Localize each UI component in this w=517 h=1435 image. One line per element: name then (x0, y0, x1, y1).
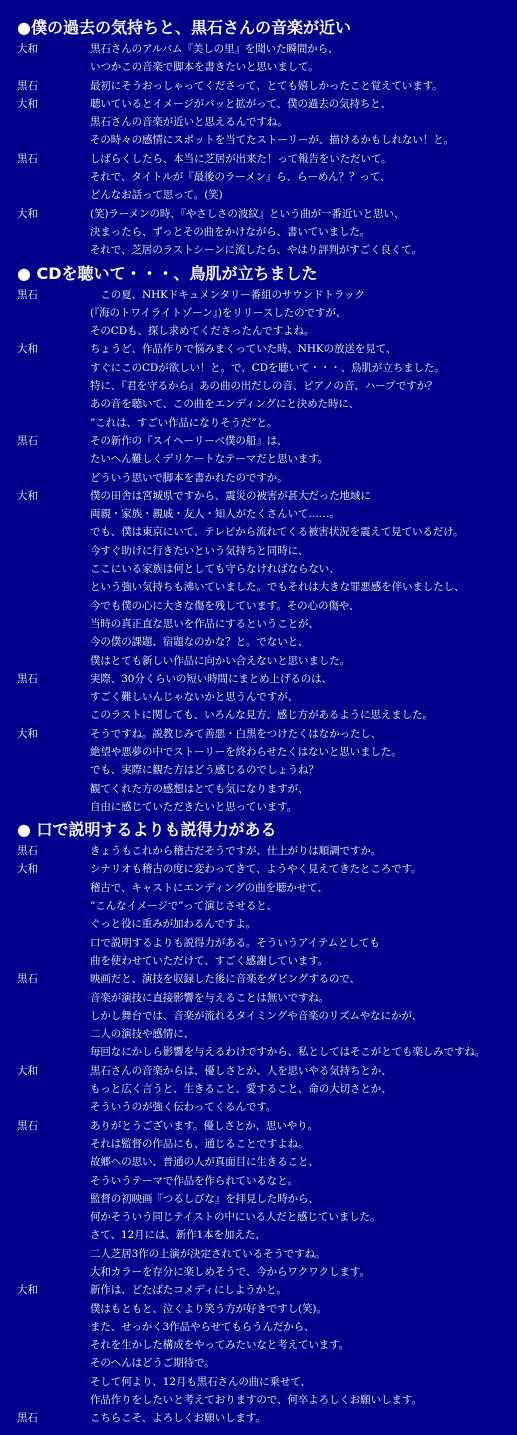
speech-line: 黒石さんの音楽が近いと思えるんですね。 (90, 116, 288, 129)
speech-line: (笑)ラーメンの時、『やさしさの波紋』という曲が一番近いと思い、 (90, 207, 405, 220)
speech-line: そのへんはどうご期待で。 (90, 1357, 215, 1370)
speech-line: 両親・家族・親戚・友人・知人がたくさんいて……。 (90, 508, 340, 521)
dialogue-entry (17, 970, 517, 1061)
speech-line: でも、僕は東京にいて、テレビから流れてくる被害状況を震えて見ているだけ。 (90, 526, 464, 539)
speech-line: 僕はもともと、泣くより笑う方が好きですし(笑)。 (90, 1302, 327, 1315)
speech-line: シナリオも稽古の度に変わってきて、ようやく見えてきたところです。 (90, 863, 422, 876)
speech-line: 聴いているとイメージがパッと拡がって、僕の過去の気持ちと、 (90, 97, 392, 110)
speech-line: ありがとうございます。優しさとか、思いやり。 (90, 1119, 318, 1132)
speech-line: 黒石さんの音楽からは、優しさとか、人を思いやる気持ちとか、 (90, 1064, 392, 1077)
speech-line: この夏、NHKドキュメンタリー番組のサウンドトラック (90, 288, 365, 301)
speech-text (90, 1117, 517, 1282)
speaker-name: 黒石 (17, 288, 38, 301)
speaker-name: 大和 (17, 207, 38, 220)
speaker-name: 黒石 (17, 434, 38, 447)
speech-line: 故郷への思い、普通の人が真面目に生きること、 (90, 1156, 319, 1169)
speech-line: でも、実際に観た方はどう感じるのでしょうね？ (90, 764, 319, 777)
speech-line: さて、12月には、新作1本を加えた、 (90, 1229, 266, 1242)
speech-text (90, 340, 517, 431)
speech-line: 最初にそうおっしゃってくださって、とても嬉しかったこと覚えています。 (90, 79, 443, 92)
speech-line: どんなお話って思って。(笑) (90, 189, 223, 202)
speech-line: ”こんなイメージで”って演じさせると、 (90, 900, 278, 913)
speech-line: 絶望や悪夢の中でストーリーを終わらせたくはないと思いました。 (90, 745, 402, 758)
speech-line: 実際、30分くらいの短い時間にまとめ上げるのは、 (90, 672, 332, 685)
dialogue-entry (17, 842, 517, 860)
speech-text (90, 860, 517, 970)
speech-line: それで、芝居のラストシーンに流したら、やはり評判がすごく良くて。 (90, 244, 422, 257)
speech-line: 新作は、どたばたコメディにしようかと。 (90, 1284, 287, 1297)
speech-line: どういう思いで脚本を書かれたのですか。 (90, 471, 288, 484)
speech-line: 今すぐ助けに行きたいという気持ちと同時に、 (90, 544, 309, 557)
speech-line: ”これは、すごい作品になりそうだ”と。 (90, 416, 278, 429)
speech-line: 観てくれた方の感想はとても気になりますが、 (90, 782, 309, 795)
speech-line: いつかこの音楽で脚本を書きたいと思いまして。 (90, 61, 319, 74)
section-heading: ● CDを聴いて・・・、鳥肌が立ちました (17, 263, 318, 283)
speech-line: もっと広く言うと、生きること、愛すること、命の大切さとか、 (90, 1083, 392, 1096)
speech-text (90, 150, 517, 205)
speech-line: 特に、『君を守るから』あの曲の出だしの音、ピアノの音、ハープですか？ (90, 380, 438, 393)
speech-line: 映画だと、演技を収録した後に音楽をダビングするので、 (90, 973, 360, 986)
dialogue-entry (17, 40, 517, 77)
speech-line: そうですね。説教じみて善悪・白黒をつけたくはなかったし、 (90, 727, 382, 740)
speaker-name: 大和 (17, 1064, 38, 1077)
speech-line: それで、タイトルが『最後のラーメン』ら、らーめん？？って、 (90, 171, 391, 184)
speech-line: 今の僕の課題、宿題なのかな？と。でないと、 (90, 636, 309, 649)
speech-line: 大和カラーを存分に楽しめそうで、今からワクワクします。 (90, 1266, 370, 1278)
speech-text (90, 487, 517, 670)
speaker-name: 大和 (17, 343, 38, 356)
speaker-name: 大和 (17, 863, 38, 876)
speech-line: このラストに関しても、いろんな見方、感じ方があるように思えました。 (90, 709, 433, 722)
speech-text (90, 970, 517, 1061)
speaker-name: 大和 (17, 727, 38, 740)
speech-text (90, 1409, 517, 1427)
speech-line: 二人の演技や感情に、 (90, 1028, 194, 1041)
speech-line: 僕の田舎は宮城県ですから、震災の被害が甚大だった地域に (90, 489, 371, 502)
speech-line: 稽古で、キャストにエンディングの曲を聴かせて、 (90, 881, 328, 894)
speech-text (90, 286, 517, 341)
speech-line: 監督の初映画『つるしびな』を拝見した時から、 (90, 1192, 319, 1205)
speaker-name: 黒石 (17, 1119, 38, 1132)
speech-line: きょうもこれから稽古だそうですが、仕上がりは順調ですか。 (90, 845, 382, 858)
speaker-name: 大和 (17, 1284, 38, 1297)
speech-line: 自由に感じていただきたいと思っています。 (90, 800, 298, 813)
section-heading: ● 口で説明するよりも説得力がある (17, 820, 277, 840)
dialogue-entry (17, 432, 517, 487)
section-heading: ●僕の過去の気持ちと、黒石さんの音楽が近い (17, 18, 351, 37)
speech-line: それは監督の作品にも、通じることですよね。 (90, 1137, 309, 1150)
dialogue-entry (17, 340, 517, 431)
speech-text (90, 725, 517, 816)
speech-line: その新作の『スイヘーリーベ僕の船』は、 (90, 434, 288, 447)
speech-text (90, 40, 517, 77)
speech-line: また、せっかく3作品やらせてもらうんだから、 (90, 1320, 315, 1333)
speech-line: その時々の感情にスポットを当てたストーリーが、描けるかもしれない！と。 (90, 134, 454, 147)
speech-line: すぐにこのCDが欲しい！と。で、CDを聴いて・・・、鳥肌が立ちました。 (90, 361, 445, 374)
dialogue-entry (17, 670, 517, 725)
speaker-name: 大和 (17, 43, 38, 55)
speech-line: そのCDも、探し求めてくださったんですよね。 (90, 325, 315, 338)
speech-line: そして何より、12月も黒石さんの曲に乗せて、 (90, 1375, 311, 1388)
speech-line: こちらこそ、よろしくお願いします。 (90, 1412, 266, 1425)
speaker-name: 大和 (17, 489, 38, 502)
speaker-name: 黒石 (17, 672, 38, 685)
dialogue-entry (17, 725, 517, 816)
speech-line: (『海のトワイライトゾーン』)をリリースしたのですが、 (90, 306, 347, 319)
speech-text (90, 670, 517, 725)
speech-text (90, 77, 517, 95)
speech-line: すごく難しいんじゃないかと思うんですが、 (90, 691, 298, 704)
speech-line: 二人芝居3作の上演が決定されているそうですね。 (90, 1247, 326, 1260)
dialogue-entry (17, 1409, 517, 1427)
speech-text (90, 205, 517, 260)
speech-line: そういうのが強く伝わってくるんです。 (90, 1101, 277, 1114)
speech-line: 黒石さんのアルバム『美しの里』を聞いた瞬間から、 (90, 43, 339, 55)
dialogue-entry (17, 1117, 517, 1282)
dialogue-entry (17, 1062, 517, 1117)
dialogue-entry (17, 205, 517, 260)
dialogue-entry (17, 487, 517, 670)
dialogue-entry (17, 95, 517, 150)
speech-line: 当時の真正直な思いを作品にするということが、 (90, 617, 319, 630)
dialogue-entry (17, 1281, 517, 1409)
speech-line: 音楽が演技に直接影響を与えることは無いですね。 (90, 991, 330, 1004)
speaker-name: 大和 (17, 97, 38, 110)
speech-line: しばらくしたら、本当に芝居が出来た！って報告をいただいて。 (90, 152, 392, 165)
speaker-name: 黒石 (17, 79, 38, 92)
speech-line: 僕はとても新しい作品に向かい合えないと思いました。 (90, 654, 350, 667)
speech-text (90, 95, 517, 150)
speech-line: 口で説明するよりも説得力がある。そういうアイテムとしても (90, 936, 380, 949)
speech-text (90, 1281, 517, 1409)
speech-line: それを生かした構成をやってみたいなと考えています。 (90, 1339, 350, 1352)
dialogue-entry (17, 286, 517, 341)
dialogue-entry (17, 150, 517, 205)
speaker-name: 黒石 (17, 1412, 38, 1425)
speech-text (90, 1062, 517, 1117)
dialogue-entry (17, 860, 517, 970)
speech-line: 曲を使わせていただけて、すごく感謝しています。 (90, 954, 329, 967)
speech-line: そういうテーマで作品を作られているなと。 (90, 1174, 298, 1187)
speaker-name: 黒石 (17, 973, 38, 986)
speech-text (90, 432, 517, 487)
speech-line: しかし舞台では、音楽が流れるタイミングや音楽のリズムやなにかが、 (90, 1009, 423, 1022)
speech-line: 何かそういう同じテイストの中にいる人だと感じていました。 (90, 1211, 381, 1224)
speech-line: ちょうど、作品作りで悩みまくっていた時、NHKの放送を見て、 (90, 343, 397, 356)
speech-text (90, 842, 517, 860)
speech-line: という強い気持ちも沸いていました。でもそれは大きな罪悪感を伴いましたし、 (90, 581, 465, 594)
speech-line: 決まったら、ずっとその曲をかけながら、書いていました。 (90, 225, 371, 238)
speech-line: 作品作りをしたいと考えておりますので、何卒よろしくお願いします。 (90, 1394, 422, 1407)
speech-line: 今でも僕の心に大きな傷を残しています。その心の傷や、 (90, 599, 360, 612)
speech-line: たいへん難しくデリケートなテーマだと思います。 (90, 453, 329, 466)
speaker-name: 黒石 (17, 845, 38, 858)
speech-line: ぐっと役に重みが加わるんですよ。 (90, 918, 257, 931)
speech-line: 毎回なにかしら影響を与えるわけですから、私としてはそこがとても楽しみですね。 (90, 1046, 486, 1059)
speaker-name: 黒石 (17, 152, 38, 165)
dialogue-entry (17, 77, 517, 95)
speech-line: ここにいる家族は何としても守らなければならない、 (90, 563, 340, 576)
speech-line: あの音を聴いて、この曲をエンディングにと決めた時に、 (90, 398, 360, 411)
